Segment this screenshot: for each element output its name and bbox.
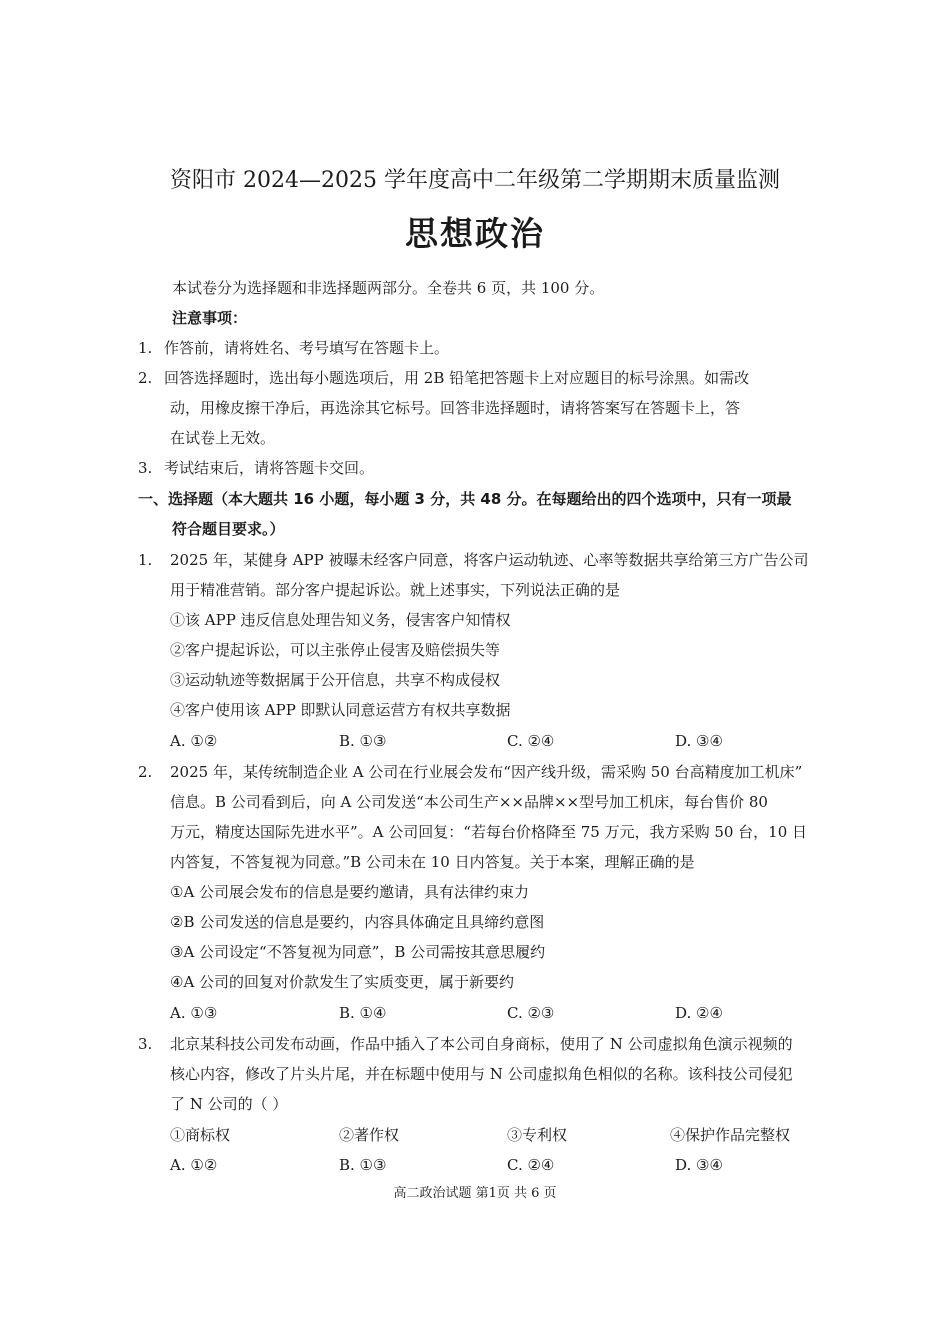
q2-statement-4: ④A 公司的回复对价款发生了实质变更，属于新要约 [170,973,515,991]
page-footer: 高二政治试题 第1页 共 6 页 [393,1186,557,1201]
q3-option-c: C. ②④ [507,1156,555,1174]
q2-option-c: C. ②③ [507,1004,555,1022]
q3-stem-line-3: 了 N 公司的（ ） [170,1095,288,1113]
notice-item-2-line-3: 在试卷上无效。 [170,429,276,447]
section-heading-line-2: 符合题目要求。） [172,520,285,538]
q2-statement-3: ③A 公司设定“不答复视为同意”，B 公司需按其意思履约 [170,943,546,961]
q2-statement-2: ②B 公司发送的信息是要约，内容具体确定且具缔约意图 [170,913,545,931]
intro-line: 本试卷分为选择题和非选择题两部分。全卷共 6 页，共 100 分。 [172,279,605,297]
q1-statement-3: ③运动轨迹等数据属于公开信息，共享不构成侵权 [170,671,501,689]
q1-option-b: B. ①③ [339,732,387,750]
q3-stem-line-2: 核心内容，修改了片头片尾，并在标题中使用与 N 公司虚拟角色相似的名称。该科技公司侵犯 [170,1065,793,1083]
q1-option-c: C. ②④ [507,732,555,750]
q1-statement-4: ④客户使用该 APP 即默认同意运营方有权共享数据 [170,701,511,719]
q3-statement-3: ③专利权 [507,1126,568,1144]
q3-statement-2: ②著作权 [339,1126,400,1144]
subject-title: 思想政治 [405,214,545,253]
q3-stem-line-1: 北京某科技公司发布动画，作品中插入了本公司自身商标，使用了 N 公司虚拟角色演示视频的 [170,1035,793,1053]
notice-item-3: 考试结束后，请将答题卡交回。 [164,459,375,477]
q3-statement-1: ①商标权 [170,1126,231,1144]
q3-statement-4: ④保护作品完整权 [670,1126,791,1144]
notice-num-3: 3. [138,459,153,477]
notice-item-1: 作答前，请将姓名、考号填写在答题卡上。 [164,339,450,357]
notice-item-2-line-2: 动，用橡皮擦干净后，再选涂其它标号。回答非选择题时，请将答案写在答题卡上，答 [170,399,741,417]
exam-title: 资阳市 2024—2025 学年度高中二年级第二学期期末质量监测 [170,168,780,193]
q2-stem-line-4: 内答复，不答复视为同意。”B 公司未在 10 日内答复。关于本案，理解正确的是 [170,853,695,871]
q1-stem-line-2: 用于精准营销。部分客户提起诉讼。就上述事实，下列说法正确的是 [170,581,621,599]
q2-stem-line-3: 万元，精度达国际先进水平”。A 公司回复：“若每台价格降至 75 万元，我方采购 50 台，10 日 [170,823,808,841]
q2-number: 2. [138,763,153,781]
q1-statement-2: ②客户提起诉讼，可以主张停止侵害及赔偿损失等 [170,641,501,659]
q3-number: 3. [138,1035,153,1053]
q2-option-d: D. ②④ [675,1004,723,1022]
q1-option-a: A. ①② [170,732,218,750]
notice-num-1: 1. [138,339,153,357]
q3-option-d: D. ③④ [675,1156,723,1174]
section-heading-line-1: 一、选择题（本大题共 16 小题，每小题 3 分，共 48 分。在每题给出的四个选项中，只有一项最 [138,490,792,508]
notice-heading: 注意事项： [172,309,248,327]
notice-num-2: 2. [138,369,153,387]
q3-option-a: A. ①② [170,1156,218,1174]
q2-option-a: A. ①③ [170,1004,218,1022]
q1-statement-1: ①该 APP 违反信息处理告知义务，侵害客户知情权 [170,611,511,629]
q1-number: 1. [138,551,153,569]
q2-option-b: B. ①④ [339,1004,387,1022]
q2-stem-line-2: 信息。B 公司看到后，向 A 公司发送“本公司生产××品牌××型号加工机床，每台售价 80 [170,793,768,811]
q1-option-d: D. ③④ [675,732,723,750]
q2-stem-line-1: 2025 年，某传统制造企业 A 公司在行业展会发布“因产线升级，需采购 50 台高精度加工机床” [170,763,803,781]
notice-item-2-line-1: 回答选择题时，选出每小题选项后，用 2B 铅笔把答题卡上对应题目的标号涂黑。如需改 [164,369,750,387]
q2-statement-1: ①A 公司展会发布的信息是要约邀请，具有法律约束力 [170,883,530,901]
q3-option-b: B. ①③ [339,1156,387,1174]
q1-stem-line-1: 2025 年，某健身 APP 被曝未经客户同意，将客户运动轨迹、心率等数据共享给第三方广告公司 [170,551,809,569]
